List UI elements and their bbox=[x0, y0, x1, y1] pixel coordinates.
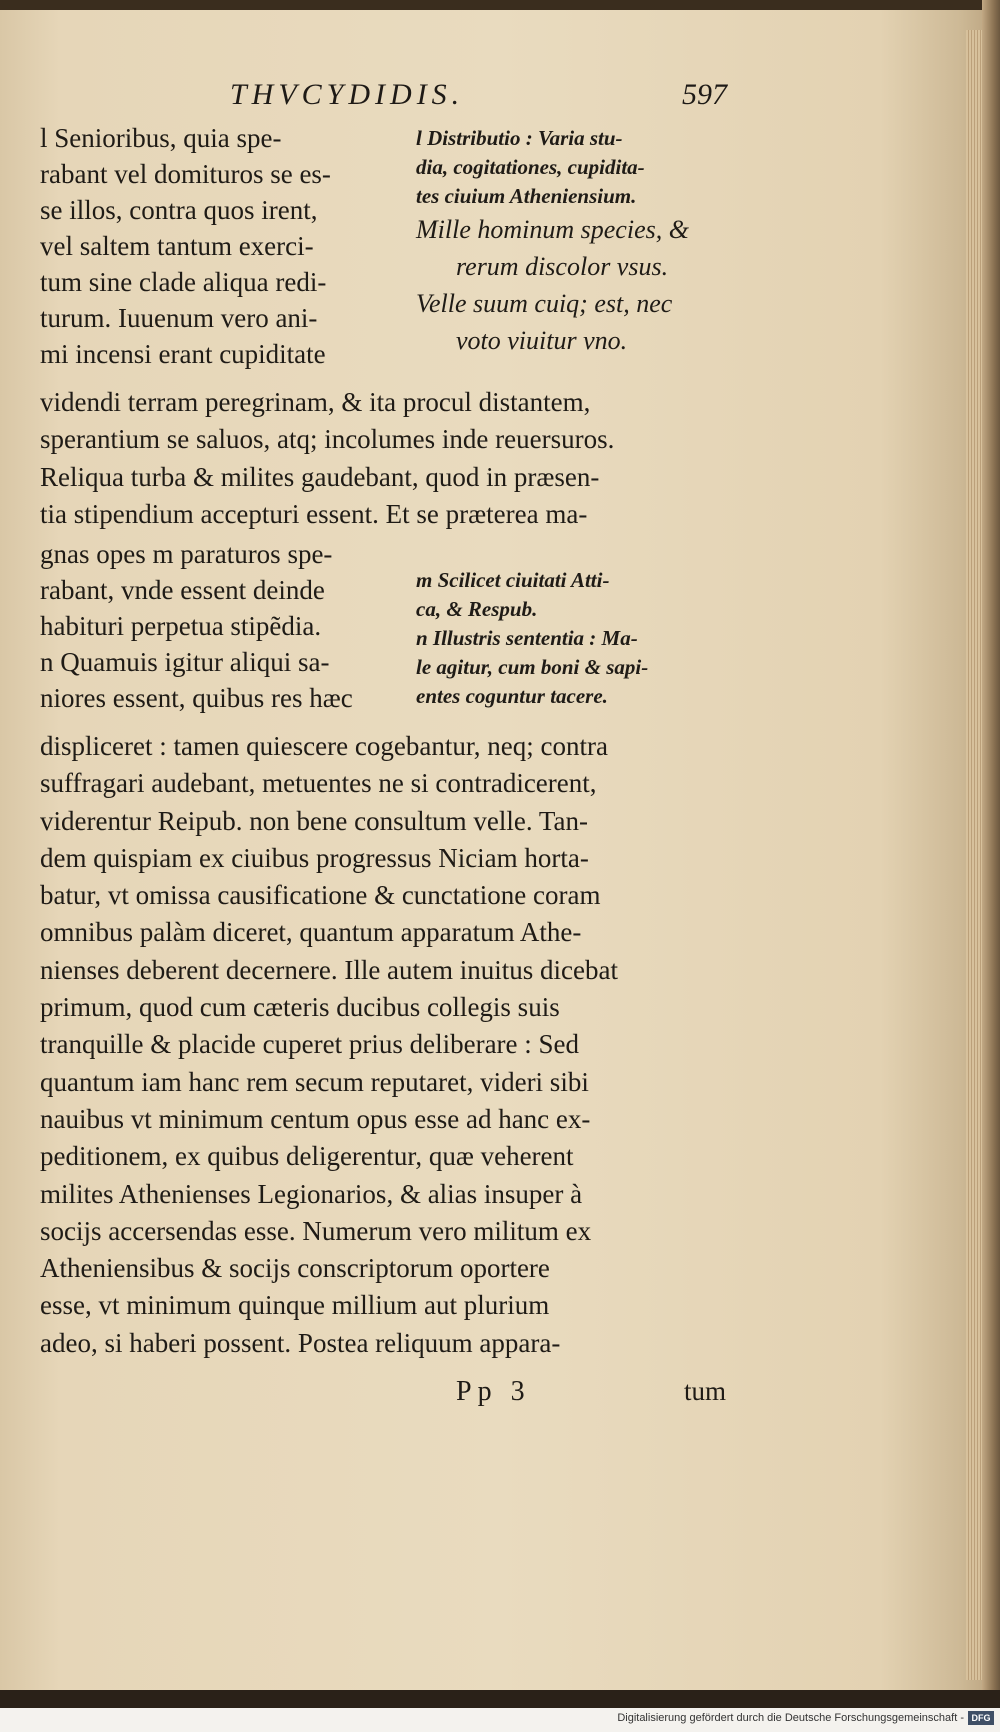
note-line: le agitur, cum boni & sapi- bbox=[416, 655, 649, 679]
marginal-note-l bbox=[416, 124, 741, 359]
main-text-block-3 bbox=[40, 536, 396, 716]
text-line: rabant vel domituros se es- bbox=[40, 159, 331, 189]
text-line: rabant, vnde essent deinde bbox=[40, 575, 325, 605]
text-line: videndi terram peregrinam, & ita procul distantem, bbox=[40, 387, 591, 417]
note-line: tes ciuium Atheniensium. bbox=[416, 184, 637, 208]
signature-mark: Pp 3 bbox=[456, 1376, 531, 1407]
text-line: tranquille & placide cuperet prius deliberare : Sed bbox=[40, 1029, 580, 1060]
text-line: esse, vt minimum quinque millium aut plurium bbox=[40, 1290, 550, 1321]
book-right-edge bbox=[982, 0, 1000, 1690]
text-line: sperantium se saluos, atq; incolumes inde reuersuros. bbox=[40, 424, 615, 455]
text-line: l Senioribus, quia spe- bbox=[40, 123, 282, 153]
text-line: adeo, si haberi possent. Postea reliquum appara- bbox=[40, 1327, 561, 1358]
text-line: turum. Iuuenum vero ani- bbox=[40, 303, 318, 333]
text-line: quantum iam hanc rem secum reputaret, videri sibi bbox=[40, 1066, 589, 1097]
text-line: nauibus vt minimum centum opus esse ad hanc ex- bbox=[40, 1103, 591, 1134]
text-line: gnas opes m paraturos spe- bbox=[40, 539, 333, 569]
catchword: tum bbox=[684, 1376, 727, 1406]
text-line: peditionem, ex quibus deligerentur, quæ veherent bbox=[40, 1141, 574, 1172]
text-line: nienses deberent decernere. Ille autem inuitus dicebat bbox=[40, 954, 618, 985]
text-line: displiceret : tamen quiescere cogebantur, neq; contra bbox=[40, 731, 608, 761]
marginal-note-m-n bbox=[416, 566, 741, 711]
text-line: se illos, contra quos irent, bbox=[40, 195, 318, 225]
page-stack-edge bbox=[966, 30, 982, 1680]
text-line: viderentur Reipub. non bene consultum velle. Tan- bbox=[40, 805, 588, 836]
book-bottom-edge bbox=[0, 1690, 1000, 1708]
running-title: THVCYDIDIS. bbox=[230, 78, 465, 111]
digitization-credit: Digitalisierung gefördert durch die Deutsche Forschungsgemeinschaft - bbox=[617, 1712, 964, 1724]
text-line: primum, quod cum cæteris ducibus collegis suis bbox=[40, 992, 560, 1023]
book-top-edge bbox=[0, 0, 1000, 10]
note-line: l Distributio : Varia stu- bbox=[416, 126, 623, 150]
verse-line: rerum discolor vsus. bbox=[456, 252, 669, 281]
dfg-logo-icon: DFG bbox=[968, 1711, 994, 1725]
text-line: habituri perpetua stipẽdia. bbox=[40, 611, 322, 641]
text-line: niores essent, quibus res hæc bbox=[40, 683, 353, 713]
note-line: n Illustris sententia : Ma- bbox=[416, 626, 638, 650]
text-line: tum sine clade aliqua redi- bbox=[40, 267, 327, 297]
text-line: socijs accersendas esse. Numerum vero militum ex bbox=[40, 1215, 592, 1246]
main-text-block-4 bbox=[40, 728, 740, 1362]
note-line: entes coguntur tacere. bbox=[416, 684, 608, 708]
verse-line: Mille hominum species, & bbox=[416, 215, 689, 244]
text-line: mi incensi erant cupiditate bbox=[40, 339, 326, 369]
text-line: milites Athenienses Legionarios, & alias insuper à bbox=[40, 1178, 583, 1209]
text-line: Atheniensibus & socijs conscriptorum oportere bbox=[40, 1253, 550, 1284]
text-line: n Quamuis igitur aliqui sa- bbox=[40, 647, 330, 677]
verse-line: Velle suum cuiq; est, nec bbox=[416, 289, 673, 318]
text-line: Reliqua turba & milites gaudebant, quod in præsen- bbox=[40, 461, 600, 492]
page-number: 597 bbox=[682, 78, 727, 111]
note-line: m Scilicet ciuitati Atti- bbox=[416, 568, 610, 592]
text-line: suffragari audebant, metuentes ne si contradicerent, bbox=[40, 768, 597, 799]
text-line: dem quispiam ex ciuibus progressus Niciam horta- bbox=[40, 842, 589, 873]
text-line: batur, vt omissa causificatione & cunctatione coram bbox=[40, 880, 601, 911]
main-text-block-2 bbox=[40, 384, 740, 533]
note-line: dia, cogitationes, cupidita- bbox=[416, 155, 645, 179]
note-line: ca, & Respub. bbox=[416, 597, 538, 621]
verse-line: voto viuitur vno. bbox=[456, 326, 628, 355]
text-line: omnibus palàm diceret, quantum apparatum Athe- bbox=[40, 917, 582, 948]
text-line: vel saltem tantum exerci- bbox=[40, 231, 314, 261]
main-text-block-1 bbox=[40, 120, 396, 372]
text-line: tia stipendium accepturi essent. Et se præterea ma- bbox=[40, 498, 588, 529]
